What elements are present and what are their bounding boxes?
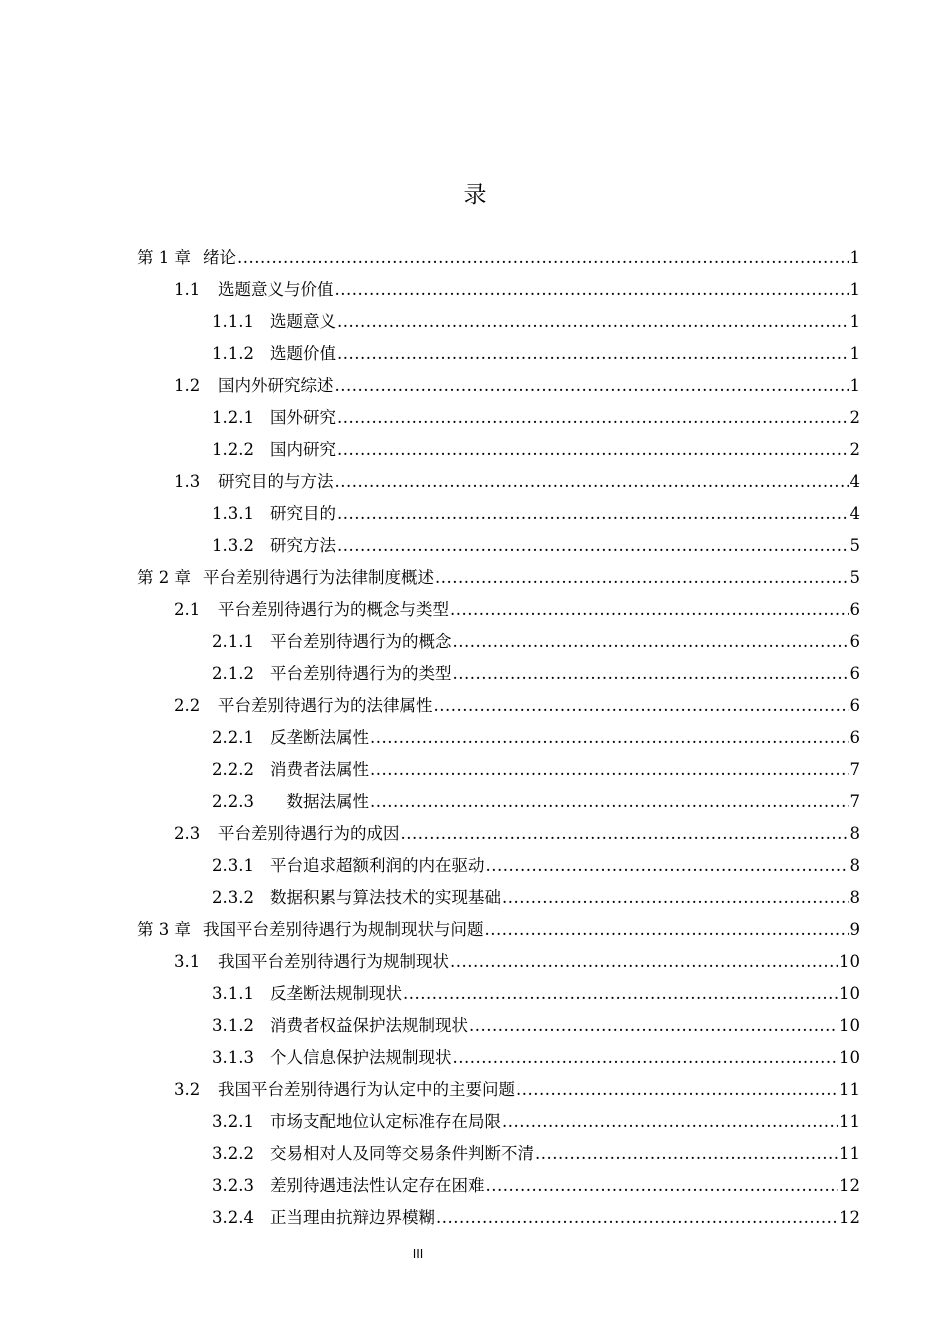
toc-dot-leader [502, 882, 849, 914]
toc-entry-level-2[interactable] [0, 1074, 860, 1106]
toc-entry-page: 9 [849, 920, 860, 939]
toc-dot-leader [469, 1010, 838, 1042]
toc-entry-level-3[interactable] [0, 786, 860, 818]
toc-entry-number: 3.2.4 [212, 1208, 254, 1227]
toc-dot-leader [337, 306, 849, 338]
table-of-contents [0, 242, 950, 1234]
toc-entry-level-2[interactable] [0, 690, 860, 722]
toc-entry-title: 研究目的与方法 [218, 472, 334, 491]
toc-entry-level-3[interactable] [0, 1042, 860, 1074]
toc-entry-page: 6 [849, 632, 860, 651]
toc-entry-level-2[interactable] [0, 594, 860, 626]
toc-entry-title: 选题价值 [270, 344, 336, 363]
toc-entry-level-3[interactable] [0, 1106, 860, 1138]
toc-dot-leader [237, 242, 849, 274]
toc-entry-title: 研究目的 [270, 504, 336, 523]
toc-dot-leader [486, 850, 849, 882]
toc-entry-number: 3.2.2 [212, 1144, 254, 1163]
toc-entry-level-3[interactable] [0, 1010, 860, 1042]
toc-entry-page: 10 [839, 1016, 860, 1035]
toc-entry-level-3[interactable] [0, 882, 860, 914]
toc-entry-title: 数据积累与算法技术的实现基础 [270, 888, 501, 907]
toc-entry-title: 国外研究 [270, 408, 336, 427]
toc-entry-page: 8 [849, 888, 860, 907]
toc-entry-title: 国内研究 [270, 440, 336, 459]
toc-entry-level-1[interactable] [0, 914, 860, 946]
toc-entry-title: 选题意义与价值 [218, 280, 334, 299]
toc-entry-number: 1.1 [174, 280, 201, 299]
toc-dot-leader [450, 946, 838, 978]
toc-entry-number: 1.2 [174, 376, 201, 395]
toc-entry-title: 交易相对人及同等交易条件判断不清 [270, 1144, 534, 1163]
toc-entry-title: 消费者权益保护法规制现状 [270, 1016, 468, 1035]
toc-entry-page: 12 [839, 1208, 860, 1227]
toc-entry-level-3[interactable] [0, 722, 860, 754]
toc-entry-level-3[interactable] [0, 498, 860, 530]
toc-entry-number: 第 2 章 [137, 568, 191, 587]
toc-entry-level-3[interactable] [0, 402, 860, 434]
toc-entry-title: 国内外研究综述 [218, 376, 334, 395]
toc-entry-number: 2.2 [174, 696, 201, 715]
toc-entry-number: 第 1 章 [137, 248, 191, 267]
toc-entry-level-2[interactable] [0, 946, 860, 978]
toc-entry-page: 11 [839, 1144, 860, 1163]
toc-entry-page: 6 [849, 664, 860, 683]
toc-entry-number: 3.2.1 [212, 1112, 254, 1131]
toc-entry-level-3[interactable] [0, 1170, 860, 1202]
toc-entry-page: 10 [839, 952, 860, 971]
toc-dot-leader [403, 978, 838, 1010]
toc-dot-leader [434, 690, 849, 722]
toc-entry-level-2[interactable] [0, 274, 860, 306]
toc-entry-number: 3.1.2 [212, 1016, 254, 1035]
toc-entry-title: 个人信息保护法规制现状 [270, 1048, 452, 1067]
toc-entry-number: 2.2.2 [212, 760, 254, 779]
toc-dot-leader [453, 1042, 839, 1074]
toc-entry-number: 1.1.2 [212, 344, 254, 363]
toc-dot-leader [335, 370, 849, 402]
toc-entry-number: 3.2.3 [212, 1176, 254, 1195]
toc-entry-number: 2.1.2 [212, 664, 254, 683]
toc-entry-level-2[interactable] [0, 466, 860, 498]
toc-entry-number: 2.2.3 [212, 792, 254, 811]
toc-entry-title: 平台差别待遇行为的概念与类型 [218, 600, 449, 619]
toc-entry-number: 2.1 [174, 600, 201, 619]
toc-entry-page: 4 [849, 504, 860, 523]
toc-dot-leader [450, 594, 849, 626]
toc-entry-number: 2.3.2 [212, 888, 254, 907]
toc-dot-leader [435, 562, 849, 594]
toc-entry-page: 6 [849, 600, 860, 619]
toc-entry-title: 平台差别待遇行为的类型 [270, 664, 452, 683]
toc-entry-page: 12 [839, 1176, 860, 1195]
toc-dot-leader [401, 818, 849, 850]
toc-entry-page: 8 [849, 824, 860, 843]
toc-entry-title: 平台差别待遇行为的概念 [270, 632, 452, 651]
toc-entry-page: 10 [839, 984, 860, 1003]
toc-entry-title: 研究方法 [270, 536, 336, 555]
toc-entry-level-3[interactable] [0, 306, 860, 338]
toc-entry-level-2[interactable] [0, 818, 860, 850]
toc-entry-title: 平台追求超额利润的内在驱动 [270, 856, 485, 875]
toc-entry-page: 7 [849, 792, 860, 811]
toc-entry-number: 1.2.2 [212, 440, 254, 459]
toc-entry-title: 反垄断法属性 [270, 728, 369, 747]
toc-entry-title: 差别待遇违法性认定存在困难 [270, 1176, 485, 1195]
toc-dot-leader [337, 530, 849, 562]
toc-entry-title: 平台差别待遇行为的法律属性 [218, 696, 433, 715]
toc-entry-number: 1.3.2 [212, 536, 254, 555]
toc-entry-number: 2.3.1 [212, 856, 254, 875]
toc-entry-page: 11 [839, 1112, 860, 1131]
toc-entry-title: 数据法属性 [270, 792, 369, 811]
toc-entry-page: 1 [849, 376, 860, 395]
toc-entry-page: 2 [849, 440, 860, 459]
toc-entry-level-3[interactable] [0, 658, 860, 690]
toc-entry-page: 5 [849, 536, 860, 555]
toc-entry-page: 6 [849, 696, 860, 715]
toc-entry-number: 1.1.1 [212, 312, 254, 331]
toc-dot-leader [502, 1106, 838, 1138]
toc-entry-page: 7 [849, 760, 860, 779]
toc-entry-title: 我国平台差别待遇行为规制现状 [218, 952, 449, 971]
toc-dot-leader [337, 434, 849, 466]
toc-dot-leader [335, 466, 849, 498]
toc-entry-title: 选题意义 [270, 312, 336, 331]
toc-entry-number: 3.2 [174, 1080, 201, 1099]
toc-entry-level-3[interactable] [0, 1202, 860, 1234]
toc-entry-number: 1.3 [174, 472, 201, 491]
toc-entry-number: 2.3 [174, 824, 201, 843]
toc-entry-level-1[interactable] [0, 242, 860, 274]
page-title: 录 [463, 182, 487, 208]
toc-entry-title: 我国平台差别待遇行为规制现状与问题 [203, 920, 484, 939]
toc-entry-title: 市场支配地位认定标准存在局限 [270, 1112, 501, 1131]
toc-entry-number: 1.3.1 [212, 504, 254, 523]
toc-entry-page: 1 [849, 248, 860, 267]
toc-entry-page: 1 [849, 312, 860, 331]
toc-entry-page: 6 [849, 728, 860, 747]
toc-entry-level-3[interactable] [0, 1138, 860, 1170]
toc-dot-leader [370, 754, 849, 786]
toc-entry-number: 1.2.1 [212, 408, 254, 427]
toc-entry-title: 反垄断法规制现状 [270, 984, 402, 1003]
toc-dot-leader [486, 1170, 839, 1202]
toc-entry-number: 3.1.3 [212, 1048, 254, 1067]
toc-dot-leader [436, 1202, 838, 1234]
toc-dot-leader [516, 1074, 838, 1106]
toc-entry-level-3[interactable] [0, 626, 860, 658]
toc-entry-level-3[interactable] [0, 434, 860, 466]
toc-entry-number: 3.1.1 [212, 984, 254, 1003]
toc-entry-level-1[interactable] [0, 562, 860, 594]
toc-entry-number: 3.1 [174, 952, 201, 971]
toc-entry-page: 11 [839, 1080, 860, 1099]
toc-dot-leader [337, 338, 849, 370]
toc-entry-page: 5 [849, 568, 860, 587]
toc-entry-page: 1 [849, 280, 860, 299]
toc-entry-title: 平台差别待遇行为法律制度概述 [203, 568, 434, 587]
toc-entry-page: 8 [849, 856, 860, 875]
toc-dot-leader [453, 658, 849, 690]
toc-dot-leader [453, 626, 849, 658]
toc-dot-leader [335, 274, 849, 306]
toc-entry-page: 10 [839, 1048, 860, 1067]
toc-entry-title: 平台差别待遇行为的成因 [218, 824, 400, 843]
toc-entry-page: 1 [849, 344, 860, 363]
toc-entry-title: 正当理由抗辩边界模糊 [270, 1208, 435, 1227]
toc-entry-page: 4 [849, 472, 860, 491]
toc-entry-title: 消费者法属性 [270, 760, 369, 779]
toc-entry-level-3[interactable] [0, 850, 860, 882]
toc-dot-leader [337, 498, 849, 530]
toc-entry-level-3[interactable] [0, 338, 860, 370]
toc-dot-leader [337, 402, 849, 434]
toc-entry-level-3[interactable] [0, 978, 860, 1010]
toc-entry-level-3[interactable] [0, 754, 860, 786]
toc-entry-number: 2.1.1 [212, 632, 254, 651]
toc-entry-level-3[interactable] [0, 530, 860, 562]
toc-dot-leader [535, 1138, 838, 1170]
toc-dot-leader [370, 722, 849, 754]
toc-dot-leader [485, 914, 849, 946]
toc-entry-level-2[interactable] [0, 370, 860, 402]
toc-entry-number: 2.2.1 [212, 728, 254, 747]
toc-entry-title: 我国平台差别待遇行为认定中的主要问题 [218, 1080, 515, 1099]
toc-entry-page: 2 [849, 408, 860, 427]
page-number-footer: III [412, 1247, 424, 1261]
toc-entry-title: 绪论 [203, 248, 236, 267]
toc-dot-leader [370, 786, 849, 818]
toc-entry-number: 第 3 章 [137, 920, 191, 939]
